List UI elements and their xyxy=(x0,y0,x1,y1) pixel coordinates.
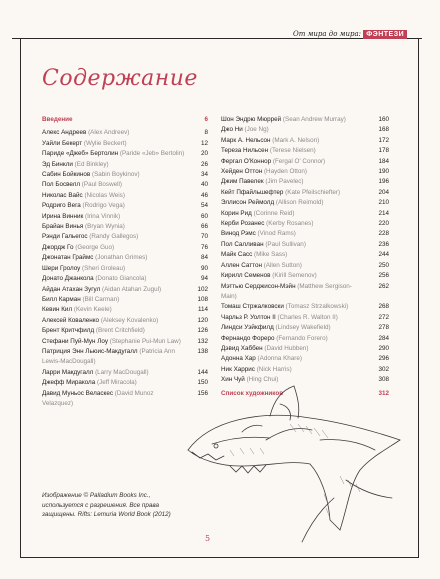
toc-entry-page: 184 xyxy=(378,157,389,165)
toc-intro-label: Введение xyxy=(42,116,73,123)
toc-entry[interactable] xyxy=(42,285,208,295)
toc-entry-text xyxy=(221,261,371,271)
toc-entry-text xyxy=(42,222,190,232)
toc-entry-text xyxy=(42,316,190,326)
toc-entry-original-name: (Alex Andreev) xyxy=(88,129,130,137)
toc-entry-text xyxy=(221,334,371,344)
toc-entry-name: Джордж Го xyxy=(42,243,74,251)
toc-entry-name: Эд Бинкли xyxy=(42,160,73,168)
toc-entry-name: Алексей Коваленко xyxy=(42,316,100,324)
toc-entry-original-name: (Allen Sutton) xyxy=(263,261,302,269)
toc-entry-page: 120 xyxy=(197,316,208,324)
toc-entry-text xyxy=(221,146,371,156)
toc-entry-name: Корин Рид xyxy=(221,209,252,217)
toc-entry-page: 290 xyxy=(378,344,389,352)
toc-entry-original-name: (Bill Carman) xyxy=(82,295,120,303)
toc-entry-page: 60 xyxy=(200,212,208,220)
toc-entry-original-name: (Sheri Groleau) xyxy=(82,264,126,272)
toc-entry-text xyxy=(221,157,371,167)
toc-entry-page: 210 xyxy=(378,199,389,207)
toc-entry-page: 102 xyxy=(197,285,208,293)
toc-entry-text xyxy=(42,170,190,180)
toc-entry-text xyxy=(42,232,190,242)
frame-left-line xyxy=(20,38,21,558)
toc-entry-text xyxy=(221,365,371,375)
toc-entry-original-name: (Hing Chui) xyxy=(246,376,279,384)
toc-entry-original-name: (Vinod Rams) xyxy=(257,230,296,238)
toc-entry-text xyxy=(221,115,371,125)
toc-entry[interactable] xyxy=(221,250,389,260)
toc-entry-original-name: (Aleksey Kovalenko) xyxy=(100,316,159,324)
toc-entry-page: 54 xyxy=(200,202,208,210)
toc-entry-text xyxy=(42,253,190,263)
toc-entry-original-name: (George Guo) xyxy=(75,243,115,251)
toc-entry-original-name: (Patricia Ann Lewis-MacDougall) xyxy=(42,347,176,366)
toc-entry-page: 256 xyxy=(378,272,389,280)
toc-entry-original-name: (Jim Pavelec) xyxy=(265,178,304,186)
toc-entry-name: Майк Сасс xyxy=(221,251,253,259)
toc-entry-text xyxy=(42,212,190,222)
toc-entry-name: Фернандо Фореро xyxy=(221,334,275,342)
toc-entry[interactable] xyxy=(42,201,208,211)
toc-entry[interactable] xyxy=(221,188,389,198)
toc-entry-text xyxy=(221,229,371,239)
toc-entry-page: 94 xyxy=(200,275,208,283)
toc-entry[interactable] xyxy=(221,219,389,229)
toc-entry-page: 284 xyxy=(378,334,389,342)
toc-entry-name: Аллен Саттон xyxy=(221,261,262,269)
toc-entry[interactable] xyxy=(221,229,389,239)
toc-entry-page: 268 xyxy=(378,303,389,311)
toc-entry-name: Давид Муньос Веласкес xyxy=(42,389,113,397)
toc-entry-original-name: (Stephanie Pui-Mun Law) xyxy=(109,337,181,345)
toc-entry-page: 76 xyxy=(200,243,208,251)
toc-entry-text xyxy=(42,243,190,253)
toc-entry-text xyxy=(221,188,371,198)
toc-entry-text xyxy=(42,389,190,410)
toc-entry-original-name: (David Hubben) xyxy=(264,344,309,352)
toc-entry-page: 8 xyxy=(204,129,208,137)
page-number: 5 xyxy=(205,534,211,543)
toc-entry[interactable] xyxy=(42,160,208,170)
toc-entry-page: 12 xyxy=(200,139,208,147)
toc-entry-text xyxy=(221,344,371,354)
toc-entry[interactable] xyxy=(42,368,208,378)
toc-entry[interactable] xyxy=(42,295,208,305)
toc-entry-name: Родриго Вега xyxy=(42,202,81,210)
toc-entry-name: Париде «Джеб» Бертолин xyxy=(42,150,119,158)
toc-entry-text xyxy=(221,271,371,281)
toc-entry[interactable] xyxy=(42,274,208,284)
toc-entry-text xyxy=(221,354,371,364)
toc-entry-page: 262 xyxy=(378,282,389,290)
toc-entry-original-name: (Joe Ng) xyxy=(244,126,269,134)
toc-left-list xyxy=(42,128,208,409)
toc-entry[interactable] xyxy=(42,305,208,315)
toc-entry[interactable] xyxy=(42,149,208,159)
toc-entry-text xyxy=(221,302,371,312)
toc-entry-original-name: (David Munoz Velazquez) xyxy=(42,389,154,407)
toc-entry-name: Ларри Макдугалл xyxy=(42,368,94,376)
toc-entry[interactable] xyxy=(221,282,389,303)
toc-entry-name: Николас Вайс xyxy=(42,191,83,199)
toc-entry-original-name: (Kirill Semenov) xyxy=(272,272,317,280)
toc-entry-name: Уайли Бекерт xyxy=(42,139,83,147)
toc-entry-original-name: (Kevin Keele) xyxy=(73,306,112,314)
toc-right-column xyxy=(221,115,389,399)
toc-entry[interactable] xyxy=(42,139,208,149)
toc-entry-text xyxy=(221,209,371,219)
toc-entry-original-name: (Nick Harris) xyxy=(256,365,292,373)
toc-entry-name: Рэнди Гальегос xyxy=(42,233,88,241)
toc-entry-original-name: (Sean Andrew Murray) xyxy=(282,116,346,123)
toc-entry-original-name: (Jonathan Grimes) xyxy=(95,254,148,262)
toc-entry-text xyxy=(42,201,190,211)
toc-entry-name: Адонна Хар xyxy=(221,355,256,363)
toc-entry-page: 168 xyxy=(378,126,389,134)
toc-entry-page: 244 xyxy=(378,251,389,259)
toc-entry[interactable] xyxy=(221,240,389,250)
toc-entry[interactable] xyxy=(221,323,389,333)
toc-entry-name: Джонатан Граймс xyxy=(42,254,94,262)
toc-entry[interactable] xyxy=(221,157,389,167)
toc-entry-name: Патриция Энн Льюис-Макдугалл xyxy=(42,347,138,355)
toc-entry-page: 138 xyxy=(197,347,208,355)
toc-entry-page: 108 xyxy=(197,295,208,303)
toc-entry-page: 278 xyxy=(378,324,389,332)
toc-entry-original-name: (Fernando Forero) xyxy=(276,334,328,342)
toc-entry-original-name: (Fergal O' Connor) xyxy=(272,157,326,165)
toc-entry-text xyxy=(221,313,371,323)
toc-entry-page: 236 xyxy=(378,240,389,248)
frame-bottom-line xyxy=(20,557,419,558)
toc-entry-name: Мэттью Серджисон-Мэйн xyxy=(221,282,296,290)
toc-entry-original-name: (Brent Critchfield) xyxy=(95,327,145,335)
toc-entry-page: 40 xyxy=(200,181,208,189)
toc-entry-page: 228 xyxy=(378,230,389,238)
toc-entry[interactable] xyxy=(42,253,208,263)
toc-entry[interactable] xyxy=(42,337,208,347)
toc-entry-original-name: (Adonna Khare) xyxy=(257,355,303,363)
toc-entry-name: Джим Павелек xyxy=(221,178,264,186)
toc-entry-page: 272 xyxy=(378,313,389,321)
toc-entry-original-name: (Terese Nielsen) xyxy=(269,147,316,155)
page-title: Содержание xyxy=(42,66,198,91)
toc-entry-text xyxy=(42,139,190,149)
toc-entry-name: Пол Салливан xyxy=(221,240,264,248)
toc-entry-name: Винод Рэмс xyxy=(221,230,256,238)
toc-entry-text xyxy=(42,160,190,170)
toc-entry-original-name: (Donato Giancola) xyxy=(95,275,147,283)
toc-entry-page: 214 xyxy=(378,209,389,217)
toc-entry-page: 46 xyxy=(200,191,208,199)
toc-entry-text xyxy=(42,191,190,201)
toc-entry-page: 144 xyxy=(197,368,208,376)
toc-entry-name: Сабин Бойкинов xyxy=(42,171,91,179)
toc-entry-original-name: (Wylie Beckert) xyxy=(83,139,127,147)
toc-entry-text xyxy=(42,305,190,315)
toc-entry-page: 204 xyxy=(378,188,389,196)
toc-entry[interactable] xyxy=(221,271,389,281)
toc-entry-original-name: (Matthew Sergison-Main) xyxy=(221,282,352,300)
toc-entry-text xyxy=(221,219,371,229)
toc-entry-page: 20 xyxy=(200,150,208,158)
toc-entry-name: Брайан Винья xyxy=(42,223,84,231)
toc-entry-page: 156 xyxy=(197,389,208,397)
toc-entry-page: 178 xyxy=(378,147,389,155)
toc-entry[interactable] xyxy=(221,261,389,271)
toc-entry[interactable] xyxy=(42,347,208,368)
toc-entry-text xyxy=(221,250,371,260)
toc-entry-original-name: (Mark A. Nelson) xyxy=(272,136,320,144)
toc-entry[interactable] xyxy=(221,115,389,125)
toc-entry-original-name: (Jeff Miracola) xyxy=(96,379,137,387)
toc-entry[interactable] xyxy=(221,209,389,219)
toc-entry-page: 172 xyxy=(378,136,389,144)
toc-entry[interactable] xyxy=(42,222,208,232)
toc-intro-page: 6 xyxy=(204,116,208,123)
toc-entry-name: Стефани Пуй-Мун Лоу xyxy=(42,337,108,345)
toc-entry[interactable] xyxy=(42,170,208,180)
toc-entry-original-name: (Hayden Otton) xyxy=(263,168,308,176)
toc-entry-original-name: (Paul Boswell) xyxy=(81,181,123,189)
toc-entry-name: Эллисон Реймолд xyxy=(221,199,275,207)
toc-entry[interactable] xyxy=(221,198,389,208)
toc-entry[interactable] xyxy=(42,128,208,138)
toc-entry[interactable] xyxy=(221,334,389,344)
toc-entry-page: 90 xyxy=(200,264,208,272)
toc-entry[interactable] xyxy=(221,365,389,375)
toc-entry[interactable] xyxy=(42,316,208,326)
toc-entry-text xyxy=(221,125,371,135)
toc-left-column xyxy=(42,115,208,409)
toc-entry-text xyxy=(42,295,190,305)
toc-entry[interactable] xyxy=(42,243,208,253)
toc-entry-original-name: (Kate Pfeilschiefter) xyxy=(285,188,341,196)
toc-entry-name: Кейт Пфайльшефтер xyxy=(221,188,284,196)
toc-entry-page: 132 xyxy=(197,337,208,345)
frame-top-line xyxy=(12,38,422,39)
toc-entry-text xyxy=(42,285,190,295)
toc-entry-original-name: (Nicolas Weis) xyxy=(84,191,125,199)
toc-entry-original-name: (Sabin Boykinov) xyxy=(91,171,140,179)
toc-entry-name: Шон Эндрю Мюррей xyxy=(221,116,282,123)
toc-entry-name: Кирилл Семенов xyxy=(221,272,271,280)
toc-entry-original-name: (Kerby Rosanes) xyxy=(266,220,314,228)
toc-entry[interactable] xyxy=(42,264,208,274)
toc-entry[interactable] xyxy=(42,180,208,190)
running-header xyxy=(290,30,410,38)
toc-entry-text xyxy=(221,240,371,250)
toc-entry-name: Пол Босвелл xyxy=(42,181,81,189)
toc-entry-page: 114 xyxy=(197,306,208,314)
toc-entry-name: Билл Карман xyxy=(42,295,81,303)
frame-right-line xyxy=(418,38,419,558)
toc-entry-original-name: (Ed Binkley) xyxy=(74,160,109,168)
toc-right-list xyxy=(221,115,389,386)
toc-entry-text xyxy=(42,274,190,284)
toc-entry-page: 34 xyxy=(200,171,208,179)
toc-entry[interactable] xyxy=(221,125,389,135)
toc-entry-text xyxy=(42,128,190,138)
toc-entry-text xyxy=(42,337,190,347)
toc-entry-page: 190 xyxy=(378,168,389,176)
toc-entry-page: 160 xyxy=(378,116,389,123)
toc-intro-row[interactable] xyxy=(42,115,208,125)
toc-entry-original-name: (Tomasz Strzalkowski) xyxy=(285,303,349,311)
image-credit: Изображение © Palladium Books Inc., используется с разрешения. Все права защищены. Rifts: Lemuria World Book (2012) xyxy=(42,492,171,518)
toc-entry-original-name: (Lindsey Wakefield) xyxy=(275,324,331,332)
toc-entry-name: Керби Розанес xyxy=(221,220,265,228)
toc-entry-name: Линдси Уэйкфилд xyxy=(221,324,274,332)
toc-entry[interactable] xyxy=(42,191,208,201)
toc-entry-name: Шери Гролоу xyxy=(42,264,81,272)
shark-illustration xyxy=(170,380,410,550)
toc-entry-name: Тереза Нильсен xyxy=(221,147,269,155)
toc-entry[interactable] xyxy=(42,326,208,336)
toc-entry[interactable] xyxy=(221,354,389,364)
toc-entry-original-name: (Bryan Wynia) xyxy=(85,223,125,231)
toc-entry-page: 308 xyxy=(378,376,389,384)
toc-entry[interactable] xyxy=(42,212,208,222)
toc-entry-original-name: (Mike Sass) xyxy=(254,251,288,259)
toc-entry-page: 150 xyxy=(197,379,208,387)
toc-entry-text xyxy=(221,282,371,303)
toc-entry-page: 70 xyxy=(200,233,208,241)
toc-entry-name: Ник Харрис xyxy=(221,365,255,373)
toc-entry[interactable] xyxy=(221,167,389,177)
toc-entry-original-name: (Paride «Jeb» Bertolin) xyxy=(119,150,185,158)
toc-entry-name: Ирина Винник xyxy=(42,212,84,220)
header-lead: От мира до мира: xyxy=(293,30,361,38)
toc-entry-page: 84 xyxy=(200,254,208,262)
toc-entry[interactable] xyxy=(221,302,389,312)
toc-entry-name: Хин Чуй xyxy=(221,376,245,384)
toc-entry-text xyxy=(221,198,371,208)
toc-entry-original-name: (Charles R. Walton II) xyxy=(277,313,338,321)
toc-entry-text xyxy=(221,136,371,146)
toc-entry-original-name: (Allison Reimold) xyxy=(275,199,324,207)
toc-entry[interactable] xyxy=(221,177,389,187)
toc-entry-name: Томаш Стржалковски xyxy=(221,303,284,311)
toc-entry-text xyxy=(221,177,371,187)
toc-entry-page: 296 xyxy=(378,355,389,363)
toc-entry-original-name: (Paul Sullivan) xyxy=(265,240,306,248)
toc-entry-text xyxy=(42,368,190,378)
toc-entry-name: Марк А. Нельсон xyxy=(221,136,271,144)
toc-entry-name: Донато Джанкола xyxy=(42,275,94,283)
toc-entry-page: 196 xyxy=(378,178,389,186)
toc-artists-label: Список художников xyxy=(221,389,284,397)
toc-entry-original-name: (Larry MacDougall) xyxy=(95,368,149,376)
toc-entry-page: 250 xyxy=(378,261,389,269)
toc-entry-page: 220 xyxy=(378,220,389,228)
toc-entry-page: 126 xyxy=(197,327,208,335)
toc-entry-text xyxy=(42,347,190,368)
toc-entry-page: 302 xyxy=(378,365,389,373)
toc-entry-original-name: (Randy Gallegos) xyxy=(89,233,139,241)
toc-entry[interactable] xyxy=(42,232,208,242)
toc-entry[interactable] xyxy=(221,146,389,156)
toc-entry-text xyxy=(42,180,190,190)
toc-entry-name: Фергал О'Коннор xyxy=(221,157,272,165)
toc-entry-name: Дэвид Хаббен xyxy=(221,344,263,352)
toc-entry-name: Джефф Миракола xyxy=(42,379,96,387)
toc-entry[interactable] xyxy=(221,136,389,146)
toc-entry-text xyxy=(221,323,371,333)
toc-entry-text xyxy=(221,167,371,177)
toc-entry-text xyxy=(42,326,190,336)
toc-entry-text xyxy=(42,378,190,388)
toc-entry-page: 26 xyxy=(200,160,208,168)
toc-entry-name: Алекс Андреев xyxy=(42,129,87,137)
toc-entry-name: Хейден Оттон xyxy=(221,168,263,176)
toc-entry-text xyxy=(42,149,190,159)
toc-entry-name: Брент Критчфилд xyxy=(42,327,95,335)
toc-entry[interactable] xyxy=(221,344,389,354)
toc-entry-original-name: (Aidan Atahan Zugul) xyxy=(102,285,162,293)
header-tag: ФЭНТЕЗИ xyxy=(363,30,407,39)
toc-entry-text xyxy=(42,264,190,274)
toc-entry-name: Джо Ни xyxy=(221,126,243,134)
toc-entry-original-name: (Corinne Reid) xyxy=(253,209,295,217)
toc-artists-page: 312 xyxy=(378,389,389,397)
toc-entry[interactable] xyxy=(221,313,389,323)
toc-entry-page: 66 xyxy=(200,223,208,231)
toc-entry-original-name: (Rodrigo Vega) xyxy=(82,202,125,210)
toc-entry-name: Айдан Атахан Зугул xyxy=(42,285,101,293)
toc-entry-name: Кевин Кил xyxy=(42,306,73,314)
toc-entry-name: Чарльз Р. Уолтон II xyxy=(221,313,276,321)
toc-entry-original-name: (Irina Vinnik) xyxy=(84,212,121,220)
